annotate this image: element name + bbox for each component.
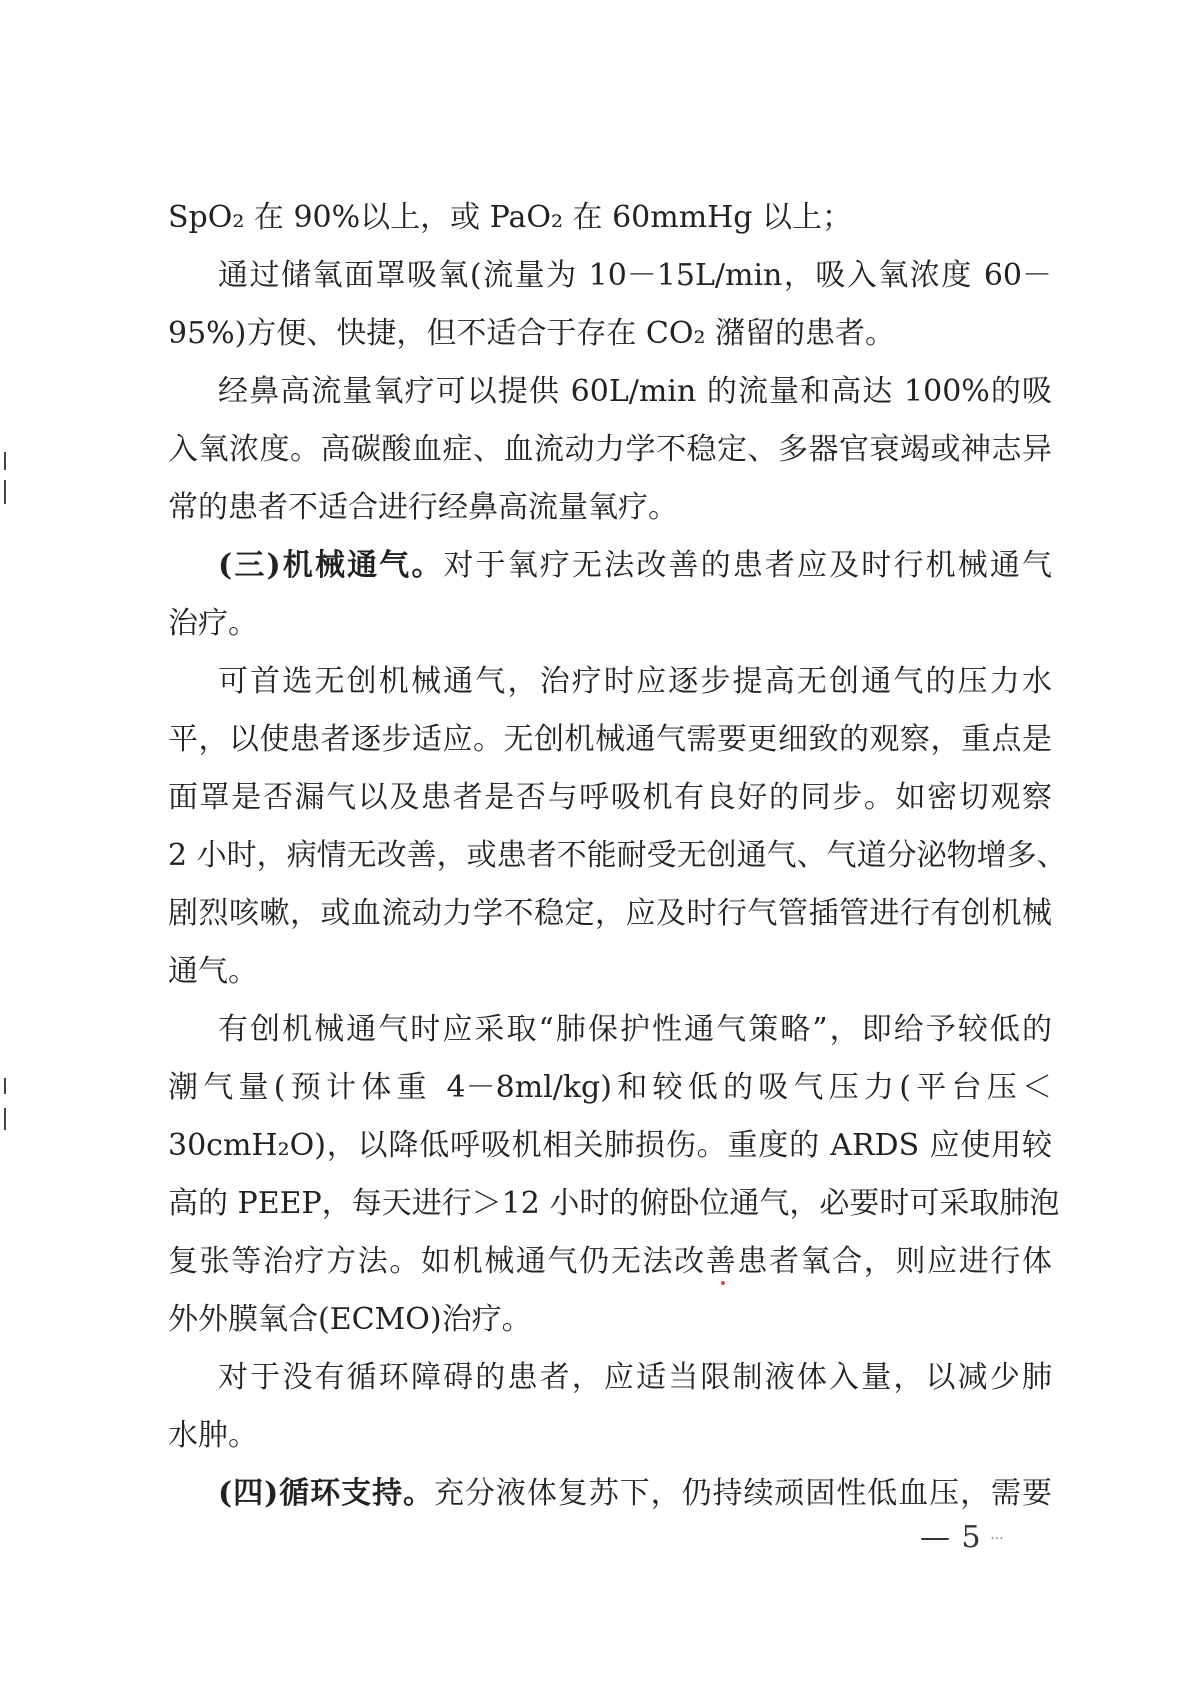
text-line: 平，以使患者逐步适应。无创机械通气需要更细致的观察，重点是 <box>168 722 1052 757</box>
scan-mark <box>4 1078 6 1094</box>
page-number-dots: ··· <box>990 1531 1004 1547</box>
scan-mark <box>4 1108 6 1130</box>
text-line: 入氧浓度。高碳酸血症、血流动力学不稳定、多器官衰竭或神志异 <box>168 432 1052 467</box>
section-heading: (三)机械通气。 <box>218 548 444 583</box>
text-line: 有创机械通气时应采取“肺保护性通气策略”，即给予较低的 <box>218 1012 1052 1047</box>
text-line: 常的患者不适合进行经鼻高流量氧疗。 <box>168 490 678 525</box>
text-line: 95%)方便、快捷，但不适合于存在 CO₂ 潴留的患者。 <box>168 316 896 351</box>
text-line: 治疗。 <box>168 606 258 641</box>
stamp-dot <box>721 1281 725 1285</box>
text-line: 通过储氧面罩吸氧(流量为 10－15L/min，吸入氧浓度 60－ <box>218 258 1052 293</box>
text-line: 水肿。 <box>168 1418 258 1453</box>
section-heading-line: (四)循环支持。充分液体复苏下，仍持续顽固性低血压，需要 <box>218 1476 1053 1511</box>
page-number-dash: — <box>920 1520 952 1555</box>
page-number-value: 5 <box>961 1520 981 1555</box>
scan-mark <box>4 480 6 504</box>
text-line: 30cmH₂O)，以降低呼吸机相关肺损伤。重度的 ARDS 应使用较 <box>168 1128 1052 1163</box>
text-line: SpO₂ 在 90%以上，或 PaO₂ 在 60mmHg 以上； <box>168 200 853 235</box>
text-line: 对于没有循环障碍的患者，应适当限制液体入量，以减少肺 <box>218 1360 1052 1395</box>
section-heading: (四)循环支持。 <box>218 1476 434 1511</box>
text-line: 高的 PEEP，每天进行＞12 小时的俯卧位通气，必要时可采取肺泡 <box>168 1186 1060 1221</box>
text-line: 2 小时，病情无改善，或患者不能耐受无创通气、气道分泌物增多、 <box>168 838 1067 873</box>
text-line: 潮气量(预计体重 4－8ml/kg)和较低的吸气压力(平台压＜ <box>168 1070 1052 1105</box>
text-line: 通气。 <box>168 954 258 989</box>
text-line: 可首选无创机械通气，治疗时应逐步提高无创通气的压力水 <box>218 664 1052 699</box>
scan-mark <box>4 452 6 470</box>
text-line: 面罩是否漏气以及患者是否与呼吸机有良好的同步。如密切观察 <box>168 780 1052 815</box>
text-line: 剧烈咳嗽，或血流动力学不稳定，应及时行气管插管进行有创机械 <box>168 896 1052 931</box>
text-line: 外外膜氧合(ECMO)治疗。 <box>168 1302 532 1337</box>
text-line: 经鼻高流量氧疗可以提供 60L/min 的流量和高达 100%的吸 <box>218 374 1052 409</box>
section-heading-line: (三)机械通气。对于氧疗无法改善的患者应及时行机械通气 <box>218 548 1052 583</box>
page-number <box>920 1520 1004 1557</box>
text-line: 复张等治疗方法。如机械通气仍无法改善患者氧合，则应进行体 <box>168 1244 1052 1279</box>
